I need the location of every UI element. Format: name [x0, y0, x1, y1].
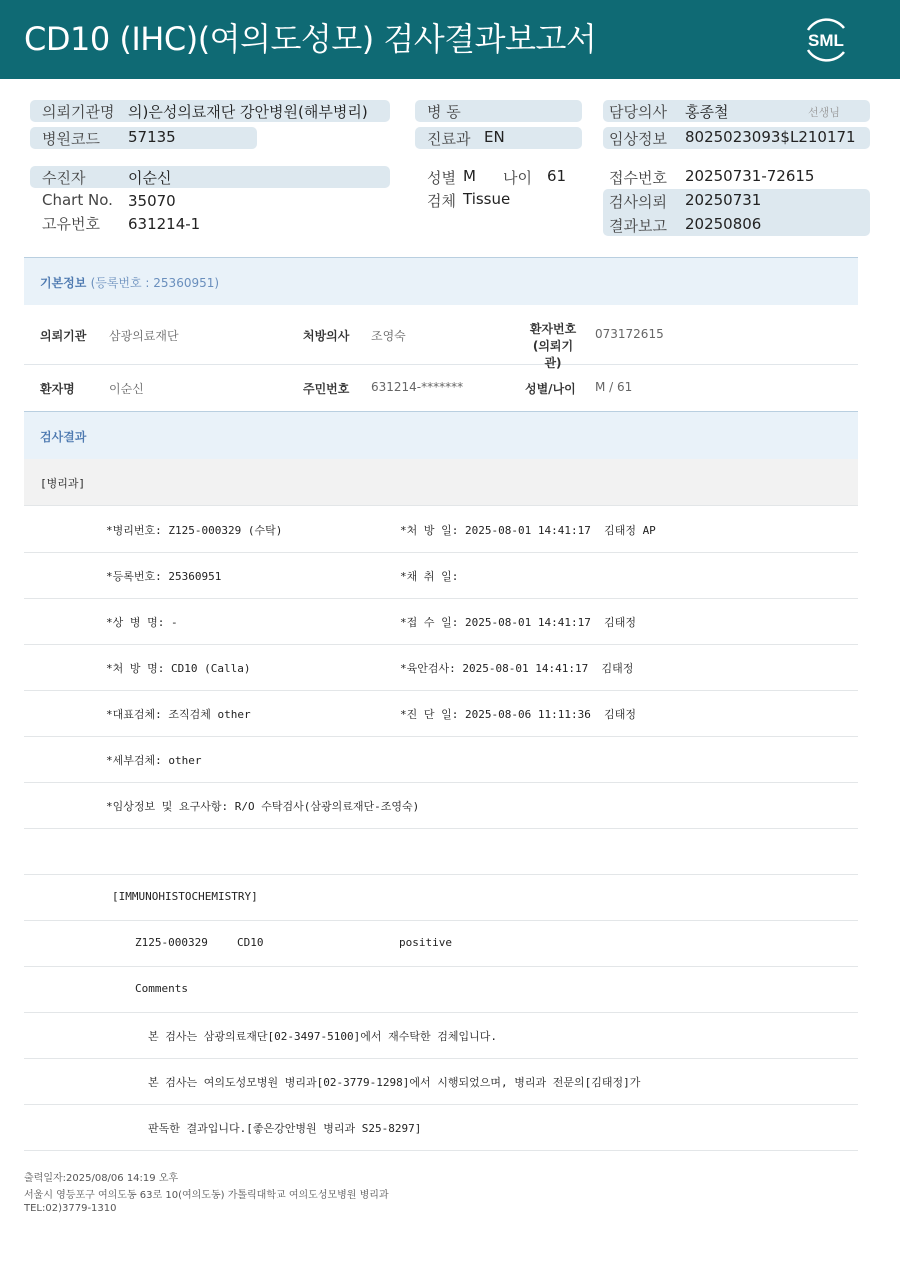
comment-3: 판독한 결과입니다.[좋은강안병원 병리과 S25-8297]	[148, 1122, 422, 1135]
sml-logo	[800, 14, 852, 64]
result-line-right: *진 단 일: 2025-08-06 11:11:36 김태정	[400, 708, 636, 721]
result-line-row	[24, 736, 858, 783]
report-title: CD10 (IHC)(여의도성모) 검사결과보고서	[24, 20, 597, 58]
referring-label: 의뢰기관명	[42, 103, 115, 121]
chart-label: Chart No.	[42, 191, 113, 209]
result-line-row	[24, 598, 858, 645]
basic-info-heading: 기본정보	[40, 276, 87, 290]
inst-value: 삼광의료재단	[109, 329, 179, 343]
doctor-value: 홍종철	[685, 103, 729, 121]
result-line-row	[24, 690, 858, 737]
pt-no-label-line1: 환자번호	[529, 322, 577, 336]
comment-row-2	[24, 1058, 858, 1105]
patient-label: 수진자	[42, 169, 86, 187]
result-line-left: *세부검체: other	[106, 754, 202, 767]
result-line-left: *상 병 명: -	[106, 616, 178, 629]
patient-value: 이순신	[128, 169, 172, 187]
receipt-label: 접수번호	[609, 169, 667, 187]
result-line-right: *채 취 일:	[400, 570, 459, 583]
basic-info-reg-no: (등록번호 : 25360951)	[90, 276, 220, 290]
hospital-code-value: 57135	[128, 128, 176, 146]
name-label: 환자명	[40, 382, 75, 396]
comment-row-3	[24, 1104, 858, 1151]
inst-label: 의뢰기관	[40, 329, 87, 343]
age-value: 61	[547, 167, 567, 185]
result-line-right: *육안검사: 2025-08-01 14:41:17 김태정	[400, 662, 634, 675]
result-line-row	[24, 644, 858, 691]
footer-tel: TEL:02)3779-1310	[24, 1203, 117, 1214]
result-line-row	[24, 552, 858, 599]
result-line-right: *접 수 일: 2025-08-01 14:41:17 김태정	[400, 616, 636, 629]
age-label: 나이	[503, 169, 532, 187]
blank-row	[24, 828, 858, 875]
result-header	[24, 411, 858, 459]
uid-label: 고유번호	[42, 215, 100, 233]
comment-1: 본 검사는 삼광의료재단[02-3497-5100]에서 재수탁한 검체입니다.	[148, 1030, 497, 1043]
referring-value: 의)은성의료재단 강안병원(해부병리)	[128, 103, 368, 121]
name-value: 이순신	[109, 382, 144, 396]
request-value: 20250731	[685, 191, 762, 209]
comments-label: Comments	[135, 982, 188, 995]
sexage-label: 성별/나이	[525, 382, 576, 396]
result-line-left: *처 방 명: CD10 (Calla)	[106, 662, 251, 675]
result-line-left: *병리번호: Z125-000329 (수탁)	[106, 524, 283, 537]
footer-address: 서울시 영등포구 여의도동 63로 10(여의도동) 가톨릭대학교 여의도성모병원 병리과	[24, 1190, 389, 1201]
ward-label: 병 동	[427, 103, 461, 121]
result-line-left: *임상정보 및 요구사항: R/O 수탁검사(삼광의료재단-조영숙)	[106, 800, 420, 813]
rrn-label: 주민번호	[303, 382, 350, 396]
basic-info-title	[40, 274, 219, 291]
ihc-marker: CD10	[237, 936, 264, 949]
logo-text: SML	[808, 31, 844, 50]
presc-value: 조영숙	[371, 329, 406, 343]
ihc-result: positive	[399, 936, 452, 949]
result-line-row	[24, 782, 858, 829]
ihc-result-row	[24, 920, 858, 967]
specimen-value: Tissue	[463, 190, 511, 208]
clinical-label: 임상정보	[609, 130, 667, 148]
doctor-label: 담당의사	[609, 103, 667, 121]
dept-row	[24, 459, 858, 506]
specimen-label: 검체	[427, 192, 456, 210]
sex-value: M	[463, 167, 476, 185]
dept-label-text: [병리과]	[40, 477, 86, 490]
comment-2: 본 검사는 여의도성모병원 병리과[02-3779-1298]에서 시행되었으며, 병리과 전문의[김태정]가	[148, 1076, 641, 1089]
pt-no-value: 073172615	[595, 327, 664, 341]
ihc-title-row	[24, 874, 858, 921]
comment-row-1	[24, 1012, 858, 1059]
basic-info-row-2	[24, 364, 858, 410]
hospital-code-label: 병원코드	[42, 130, 100, 148]
report-header	[0, 0, 900, 79]
basic-info-header	[24, 257, 858, 305]
result-line-left: *대표검체: 조직검체 other	[106, 708, 251, 721]
receipt-value: 20250731-72615	[685, 167, 815, 185]
comments-label-row	[24, 966, 858, 1013]
presc-label: 처방의사	[303, 329, 350, 343]
ihc-no: Z125-000329	[135, 936, 208, 949]
result-line-right: *처 방 일: 2025-08-01 14:41:17 김태정 AP	[400, 524, 656, 537]
result-line-left: *등록번호: 25360951	[106, 570, 222, 583]
pt-no-label-line2: (의뢰기관)	[532, 339, 574, 370]
sexage-value: M / 61	[595, 380, 633, 394]
clinical-value: 8025023093$L210171	[685, 128, 856, 146]
result-heading: 검사결과	[40, 430, 87, 444]
ihc-title: [IMMUNOHISTOCHEMISTRY]	[112, 890, 258, 903]
report-value: 20250806	[685, 215, 762, 233]
basic-info-row-1	[24, 305, 858, 370]
result-line-row	[24, 506, 858, 553]
uid-value: 631214-1	[128, 215, 201, 233]
dept-value: EN	[484, 128, 505, 146]
chart-value: 35070	[128, 192, 176, 210]
doctor-suffix: 선생님	[808, 106, 840, 119]
footer-printed: 출력일자:2025/08/06 14:19 오후	[24, 1173, 179, 1184]
dept-label: 진료과	[427, 130, 471, 148]
report-label: 결과보고	[609, 217, 667, 235]
rrn-value: 631214-*******	[371, 380, 464, 394]
sex-label: 성별	[427, 169, 456, 187]
request-label: 검사의뢰	[609, 193, 667, 211]
